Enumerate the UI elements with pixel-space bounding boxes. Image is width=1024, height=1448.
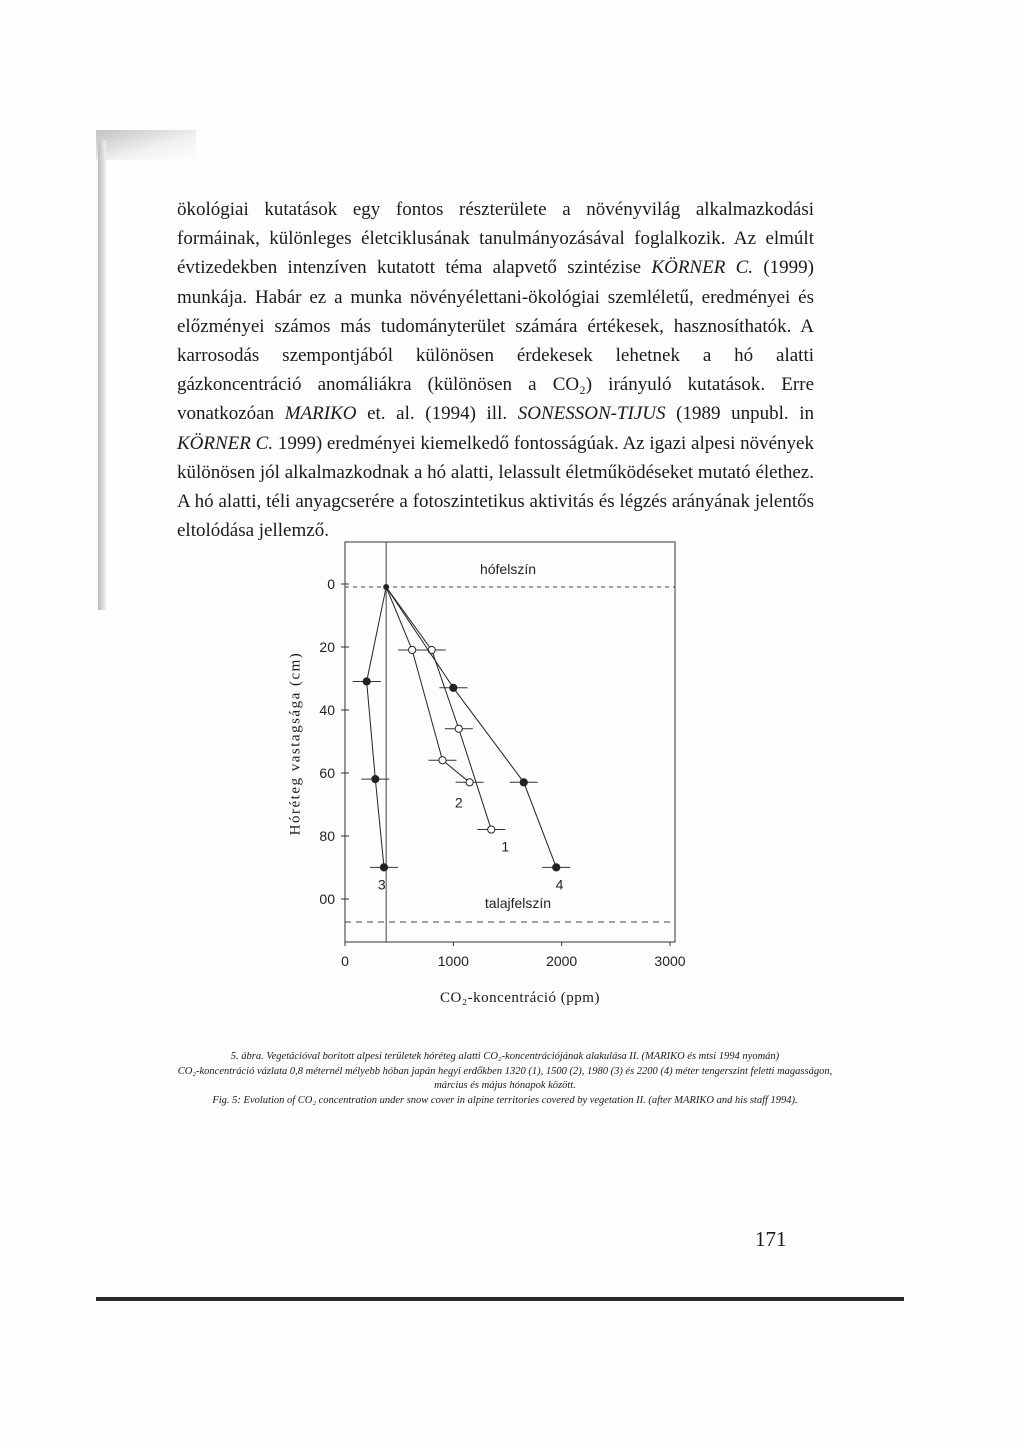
citation-author: KÖRNER C. xyxy=(177,432,274,454)
y-tick-label: 80 xyxy=(319,828,335,844)
scan-shadow xyxy=(96,130,196,160)
series-line-2 xyxy=(386,587,469,782)
scan-edge xyxy=(98,140,106,610)
x-tick-label: 1000 xyxy=(437,953,469,969)
y-axis-label: Hóréteg vastagsága (cm) xyxy=(287,651,304,836)
origin-point xyxy=(383,584,389,590)
x-tick-label: 3000 xyxy=(654,953,686,969)
x-axis-label: CO₂-koncentráció (ppm) xyxy=(440,990,600,1006)
citation-author: SONESSON-TIJUS xyxy=(517,403,666,425)
series-line-4 xyxy=(386,587,556,867)
series-label: 3 xyxy=(377,876,386,893)
data-point xyxy=(428,646,435,653)
chart-svg xyxy=(270,530,730,1010)
data-point xyxy=(450,684,457,691)
figure-caption xyxy=(175,1050,835,1108)
data-point xyxy=(466,779,473,786)
body-paragraph xyxy=(177,195,814,545)
paragraph-text: (1999) munkája. Habár ez a munka növényélettani-ökológiai szemléletű, eredményei és előzményei számos más tudományterület számára értékesek, hasznosíthatók. A karrosodás szempontjából különösen érdekesek lehetnek a hó alatti gázkoncentráció anomáliákra (különösen a CO₂) irányuló kutatások. Erre vonatkozóan xyxy=(177,257,815,425)
data-point xyxy=(553,864,560,871)
y-tick-label: 40 xyxy=(319,702,335,718)
paragraph-text: 1999) eredményei kiemelkedő fontosságúak. Az igazi alpesi növények különösen jól alkalmazkodnak a hó alatti, lelassult életműködéseket mutató élethez. A hó alatti, téli anyagcserére a fotoszintetikus aktivitás és légzés arányának jelentős eltolódása jellemző. xyxy=(177,432,814,542)
snow-surface-label: hófelszín xyxy=(479,561,537,577)
figure-co2-chart xyxy=(270,530,730,1010)
series-line-3 xyxy=(367,587,387,867)
y-tick-label: 20 xyxy=(319,639,335,655)
series-label: 1 xyxy=(501,838,510,855)
caption-line-1: 5. ábra. Vegetációval borított alpesi területek hóréteg alatti CO₂-koncentrációjának alakulása II. (MARIKO és mtsi 1994 nyomán) xyxy=(230,1051,780,1062)
citation-author: MARIKO xyxy=(284,403,357,425)
paragraph xyxy=(177,195,814,545)
paragraph-text: et. al. (1994) ill. xyxy=(356,403,518,425)
y-tick-label: 60 xyxy=(319,765,335,781)
data-point xyxy=(488,826,495,833)
data-point xyxy=(520,779,527,786)
caption-line-2: CO₂-koncentráció vázlata 0,8 méternél mélyebb hóban japán hegyi erdőkben 1320 (1), 1500 (2), 1980 (3) és 2200 (4) méter tengerszint feletti magasságon, március és május hónapok között. xyxy=(177,1065,833,1091)
data-point xyxy=(439,757,446,764)
x-tick-label: 2000 xyxy=(546,953,578,969)
data-point xyxy=(372,776,379,783)
bottom-rule xyxy=(96,1297,904,1301)
data-point xyxy=(363,678,370,685)
x-tick-label: 0 xyxy=(341,953,349,969)
paragraph-text: (1989 unpubl. in xyxy=(665,403,815,425)
data-point xyxy=(380,864,387,871)
y-tick-label: 0 xyxy=(327,576,335,592)
citation-author: KÖRNER C. xyxy=(651,257,754,279)
plot-frame xyxy=(345,542,675,942)
data-point xyxy=(409,646,416,653)
data-point xyxy=(455,725,462,732)
series-label: 2 xyxy=(454,794,463,811)
series-line-1 xyxy=(386,587,491,830)
paragraph-text: ökológiai kutatások egy fontos részterülete a növényvilág alkalmazkodási formáinak, különleges életciklusának tanulmányozásával foglalkozik. Az elmúlt évtizedekben intenzíven kutatott téma alapvető szintézise xyxy=(177,199,814,279)
y-tick-label: 00 xyxy=(319,891,335,907)
series-label: 4 xyxy=(555,876,564,893)
page-number: 171 xyxy=(755,1227,787,1251)
ground-surface-label: talajfelszín xyxy=(484,895,552,911)
caption-line-3: Fig. 5: Evolution of CO₂ concentration under snow cover in alpine territories covered by vegetation II. (after MARIKO and his staff 1994). xyxy=(212,1094,798,1106)
